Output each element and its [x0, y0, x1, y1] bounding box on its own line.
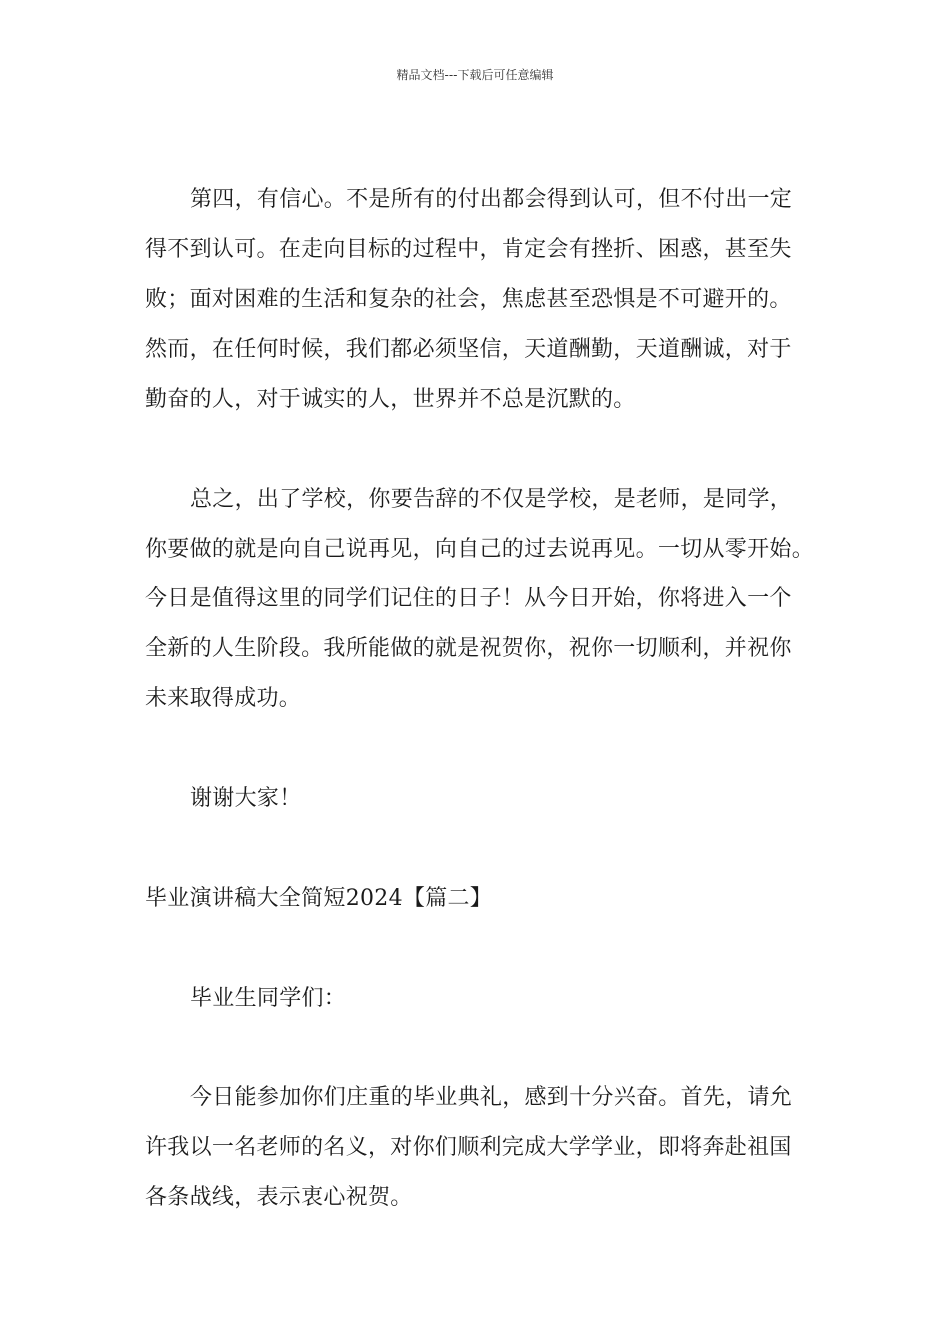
- paragraph-2-line-3: 今日是值得这里的同学们记住的日子！从今日开始，你将进入一个: [145, 586, 792, 611]
- paragraph-3-line-2: 许我以一名老师的名义，对你们顺利完成大学学业，即将奔赴祖国: [145, 1135, 792, 1160]
- paragraph-1-line-4: 然而，在任何时候，我们都必须坚信，天道酬勤，天道酬诚，对于: [145, 337, 792, 362]
- thanks-line: 谢谢大家！: [190, 786, 302, 811]
- paragraph-3-line-3: 各条战线，表示衷心祝贺。: [145, 1185, 413, 1210]
- paragraph-1-line-1: 第四，有信心。不是所有的付出都会得到认可，但不付出一定: [190, 187, 793, 212]
- paragraph-2-line-1: 总之，出了学校，你要告辞的不仅是学校，是老师，是同学，: [190, 487, 793, 512]
- paragraph-2-line-5: 未来取得成功。: [145, 686, 302, 711]
- paragraph-1-line-5: 勤奋的人，对于诚实的人，世界并不总是沉默的。: [145, 387, 636, 412]
- paragraph-2-line-4: 全新的人生阶段。我所能做的就是祝贺你，祝你一切顺利，并祝你: [145, 636, 792, 661]
- section-heading: 毕业演讲稿大全简短2024【篇二】: [145, 886, 493, 911]
- paragraph-1-line-3: 败；面对困难的生活和复杂的社会，焦虑甚至恐惧是不可避开的。: [145, 287, 792, 312]
- page-header: 精品文档---下载后可任意编辑: [396, 68, 554, 82]
- paragraph-3-line-1: 今日能参加你们庄重的毕业典礼，感到十分兴奋。首先，请允: [190, 1085, 793, 1110]
- paragraph-2-line-2: 你要做的就是向自己说再见，向自己的过去说再见。一切从零开始。: [145, 537, 815, 562]
- salutation-line: 毕业生同学们：: [190, 986, 347, 1011]
- paragraph-1-line-2: 得不到认可。在走向目标的过程中，肯定会有挫折、困惑，甚至失: [145, 237, 792, 262]
